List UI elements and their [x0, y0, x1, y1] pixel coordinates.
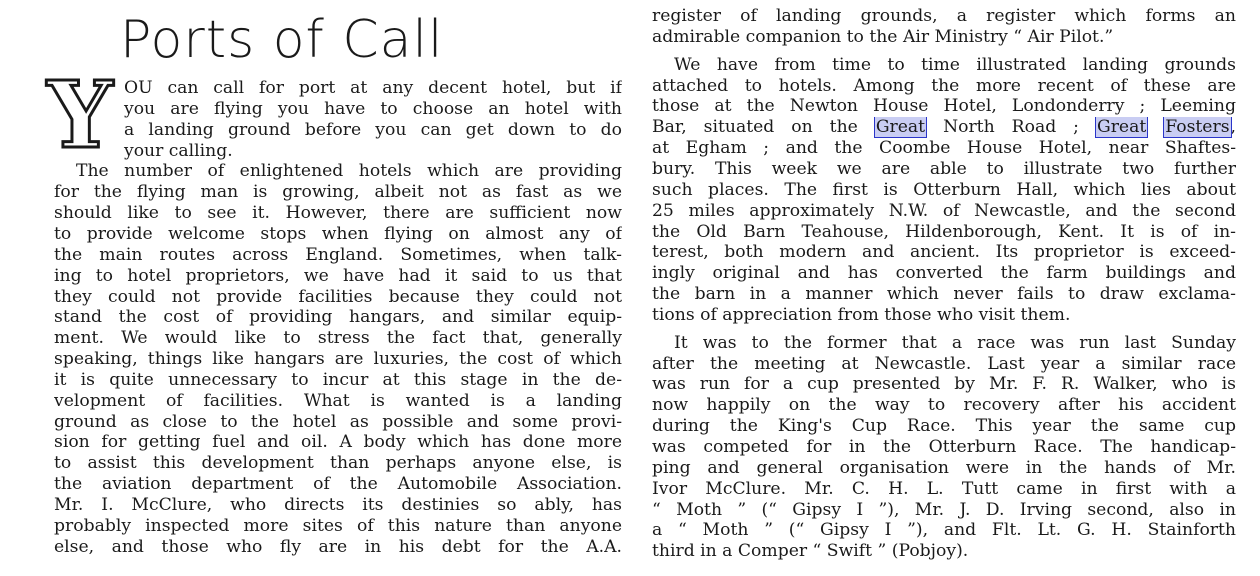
text-line: register of landing grounds, a register which forms an — [652, 6, 1236, 26]
text-line: the barn in a manner which never fails to draw exclama- — [652, 284, 1236, 305]
text-line: such places. The first is Otterburn Hall, which lies about — [652, 179, 1236, 200]
text-line: We have from time to time illustrated landing grounds — [674, 54, 1236, 75]
highlighted-word[interactable]: Great — [875, 117, 926, 138]
text-line: sion for getting fuel and oil. A body which has done more — [54, 432, 622, 453]
text-line: admirable companion to the Air Ministry “ Air Pilot.” — [652, 26, 1114, 47]
text-line: third in a Comper “ Swift ” (Pobjoy). — [652, 541, 969, 562]
drop-cap-letter: Y — [47, 61, 113, 169]
text-line: else, and those who fly are in his debt for the A.A. — [54, 536, 622, 557]
text-line: at Egham ; and the Coombe House Hotel, near Shaftes- — [652, 138, 1236, 159]
text-line: after the meeting at Newcastle. Last year a similar race — [652, 353, 1236, 374]
text-line: Bar, situated on the Great North Road ; Great Fosters, — [652, 117, 1236, 138]
highlighted-word[interactable]: Great — [1096, 117, 1147, 138]
text-line: ping and general organisation were in the hands of Mr. — [652, 457, 1236, 478]
text-line: for the flying man is growing, albeit not as fast as we — [54, 182, 622, 203]
text-line: stand the cost of providing hangars, and similar equip- — [54, 307, 622, 328]
text-line: was competed for in the Otterburn Race. The handicap- — [652, 437, 1236, 457]
text-line: they could not provide facilities because they could not — [54, 286, 622, 307]
text-line: tions of appreciation from those who visit them. — [652, 304, 1071, 325]
text-line: was run for a cup presented by Mr. F. R. Walker, who is — [652, 374, 1236, 395]
text-line: now happily on the way to recovery after his accident — [652, 395, 1236, 416]
text-line: the Old Barn Teahouse, Hildenborough, Kent. It is of in- — [652, 221, 1236, 242]
text-line: ing to hotel proprietors, we have had it said to us that — [54, 265, 622, 286]
text-line: ground as close to the hotel as possible and some provi- — [54, 411, 622, 432]
text-line: It was to the former that a race was run last Sunday — [674, 332, 1236, 353]
text-line: bury. This week we are able to illustrate two further — [652, 158, 1236, 179]
text-line: a landing ground before you can get down to do — [124, 119, 622, 140]
text-line: speaking, things like hangars are luxuries, the cost of which — [54, 349, 622, 370]
highlighted-word[interactable]: Fosters — [1165, 117, 1230, 138]
article-title: Ports of Call — [120, 10, 444, 70]
text-line: attached to hotels. Among the more recent of these are — [652, 75, 1236, 96]
text-line: your calling. — [124, 140, 233, 161]
text-line: should like to see it. However, there are sufficient now — [54, 203, 622, 224]
text-line: the aviation department of the Automobile Association. — [54, 474, 622, 495]
text-line: to assist this development than perhaps anyone else, is — [54, 453, 622, 474]
text-line: you are flying you have to choose an hotel with — [124, 98, 622, 119]
text-line: “ Moth ” (“ Gipsy I ”), Mr. J. D. Irving second, also in — [652, 499, 1236, 520]
text-line: velopment of facilities. What is wanted is a landing — [54, 390, 622, 411]
text-line: Mr. I. McClure, who directs its destinies so ably, has — [54, 495, 622, 515]
text-line: a “ Moth ” (“ Gipsy I ”), and Flt. Lt. G. H. Stainforth — [652, 520, 1236, 541]
text-line: terest, both modern and ancient. Its proprietor is exceed- — [652, 242, 1236, 263]
text-line: ment. We would like to stress the fact that, generally — [54, 328, 622, 349]
text-line: those at the Newton House Hotel, Londonderry ; Leeming — [652, 96, 1236, 117]
text-line: ingly original and has converted the farm buildings and — [652, 263, 1236, 284]
text-line: The number of enlightened hotels which are providing — [76, 161, 622, 182]
text-line: to provide welcome stops when flying on almost any of — [54, 223, 622, 244]
text-line: probably inspected more sites of this nature than anyone — [54, 515, 622, 536]
text-line: OU can call for port at any decent hotel, but if — [124, 78, 622, 98]
text-line: during the King's Cup Race. This year the same cup — [652, 416, 1236, 437]
text-line: Ivor McClure. Mr. C. H. L. Tutt came in first with a — [652, 478, 1236, 499]
text-line: it is quite unnecessary to incur at this stage in the de- — [54, 369, 622, 390]
text-line: 25 miles approximately N.W. of Newcastle, and the second — [652, 200, 1236, 221]
text-line: the main routes across England. Sometimes, when talk- — [54, 244, 622, 265]
